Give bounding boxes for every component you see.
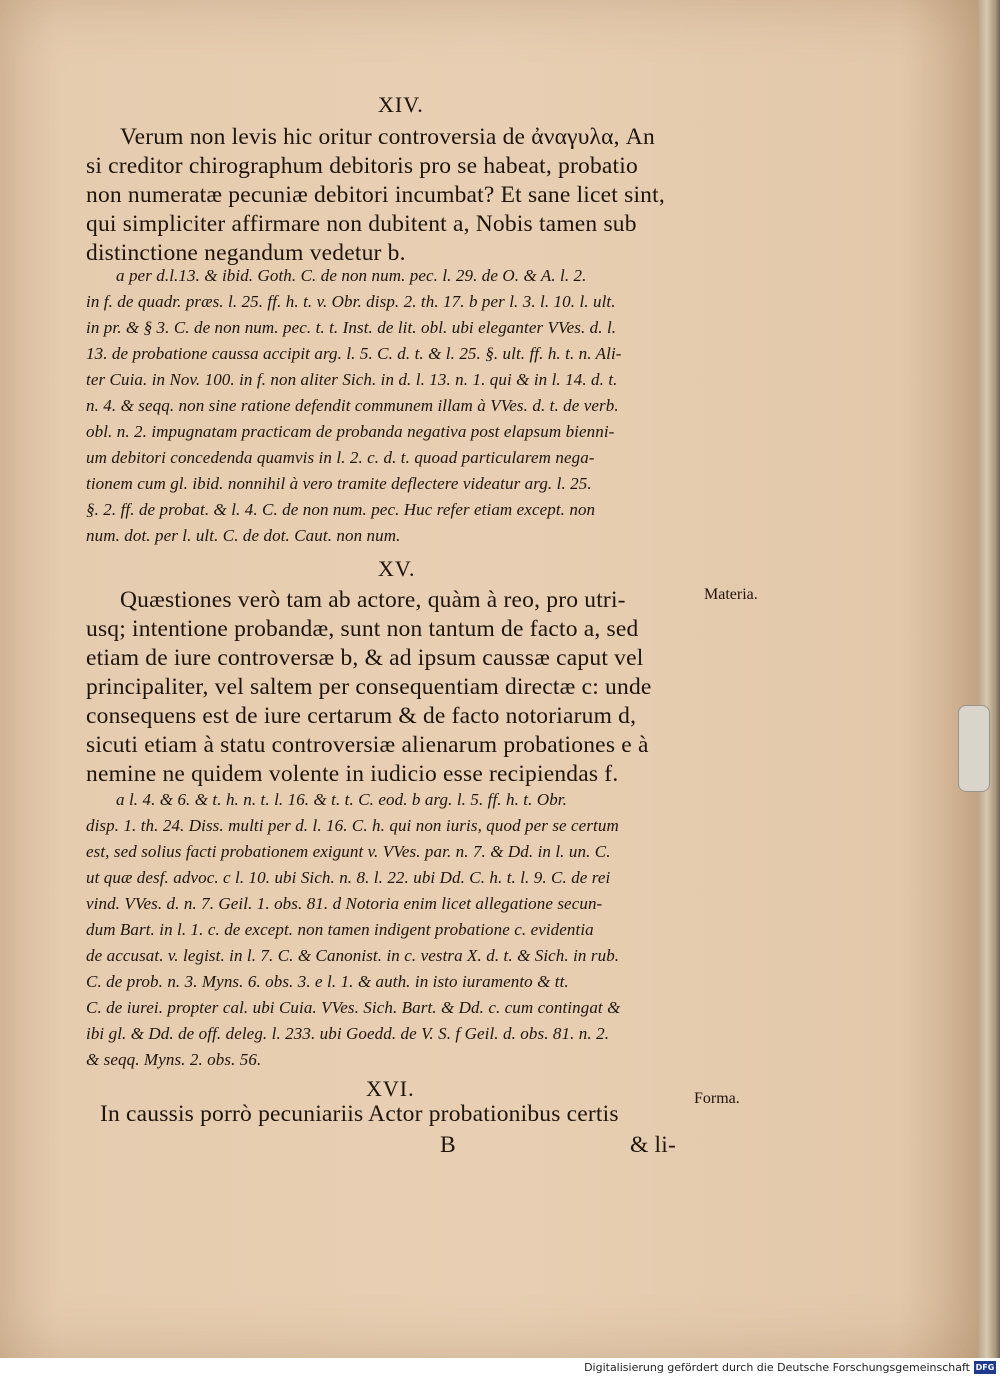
footnote-line: §. 2. ff. de probat. & l. 4. C. de non num. pec. Huc refer etiam except. non <box>86 500 596 519</box>
footnote-line: a per d.l.13. & ibid. Goth. C. de non num. pec. l. 29. de O. & A. l. 2. <box>116 266 587 285</box>
footnote-line: 13. de probatione caussa accipit arg. l. 5. C. d. t. & l. 25. §. ult. ff. h. t. n. Ali- <box>86 344 622 363</box>
footnote-line: um debitori concedenda quamvis in l. 2. c. d. t. quoad particularem nega- <box>86 448 595 467</box>
footnote-line: & seqq. Myns. 2. obs. 56. <box>86 1050 262 1069</box>
text-line: etiam de iure controversæ b, & ad ipsum caussæ caput vel <box>86 645 644 671</box>
text-line: usq; intentione probandæ, sunt non tantum de facto a, sed <box>86 616 639 642</box>
section-heading-xv: XV. <box>378 556 416 581</box>
dfg-logo: DFG <box>975 1363 995 1372</box>
footnote-line: vind. VVes. d. n. 7. Geil. 1. obs. 81. d Notoria enim licet allegatione secun- <box>86 894 603 913</box>
footnote-line: est, sed solius facti probationem exigunt v. VVes. par. n. 7. & Dd. in l. un. C. <box>86 842 611 861</box>
text-line: In caussis porrò pecuniariis Actor probationibus certis <box>100 1101 619 1127</box>
section-heading-xvi: XVI. <box>366 1076 415 1101</box>
text-line: principaliter, vel saltem per consequentiam directæ c: unde <box>86 674 652 700</box>
signature-mark: B <box>440 1132 456 1158</box>
footnote-line: de accusat. v. legist. in l. 7. C. & Canonist. in c. vestra X. d. t. & Sich. in rub. <box>86 946 620 965</box>
text-line: qui simpliciter affirmare non dubitent a, Nobis tamen sub <box>86 211 637 237</box>
page-edge <box>978 0 1000 1358</box>
footnote-line: obl. n. 2. impugnatam practicam de probanda negativa post elapsum bienni- <box>86 422 615 441</box>
footnote-line: disp. 1. th. 24. Diss. multi per d. l. 16. C. h. qui non iuris, quod per se certum <box>86 816 619 835</box>
text-line: sicuti etiam à statu controversiæ alienarum probationes e à <box>86 732 649 758</box>
catchword: & li- <box>630 1132 677 1158</box>
text-line: si creditor chirographum debitoris pro se habeat, probatio <box>86 153 638 179</box>
footnote-line: ut quæ desf. advoc. c l. 10. ubi Sich. n. 8. l. 22. ubi Dd. C. h. t. l. 9. C. de rei <box>86 868 611 887</box>
text-line: distinctione negandum vedetur b. <box>86 240 406 266</box>
section-heading-xiv: XIV. <box>378 92 424 117</box>
footnote-line: a l. 4. & 6. & t. h. n. t. l. 16. & t. t. C. eod. b arg. l. 5. ff. h. t. Obr. <box>116 790 567 809</box>
footnote-line: ter Cuia. in Nov. 100. in f. non aliter Sich. in d. l. 13. n. 1. qui & in l. 14. d. t. <box>86 370 618 389</box>
margin-note-materia: Materia. <box>704 586 758 603</box>
margin-note-forma: Forma. <box>694 1090 740 1107</box>
footnote-line: tionem cum gl. ibid. nonnihil à vero tramite deflectere videatur arg. l. 25. <box>86 474 592 493</box>
binding-tab <box>958 705 990 792</box>
footnote-line: in pr. & § 3. C. de non num. pec. t. t. Inst. de lit. obl. ubi eleganter VVes. d. l. <box>86 318 617 337</box>
footnote-line: num. dot. per l. ult. C. de dot. Caut. non num. <box>86 526 401 545</box>
text-line: Verum non levis hic oritur controversia de ἀναγυλα, An <box>120 124 655 150</box>
footnote-line: C. de prob. n. 3. Myns. 6. obs. 3. e l. 1. & auth. in isto iuramento & tt. <box>86 972 569 991</box>
footnote-line: dum Bart. in l. 1. c. de except. non tamen indigent probatione c. evidentia <box>86 920 594 939</box>
text-line: consequens est de iure certarum & de facto notoriarum d, <box>86 703 637 729</box>
text-line: non numeratæ pecuniæ debitori incumbat? Et sane licet sint, <box>86 182 665 208</box>
footnote-line: C. de iurei. propter cal. ubi Cuia. VVes. Sich. Bart. & Dd. c. cum contingat & <box>86 998 621 1017</box>
text-line: Quæstiones verò tam ab actore, quàm à reo, pro utri- <box>120 587 626 613</box>
footnote-line: n. 4. & seqq. non sine ratione defendit communem illam à VVes. d. t. de verb. <box>86 396 619 415</box>
text-line: nemine ne quidem volente in iudicio esse recipiendas f. <box>86 761 619 787</box>
footer-bar <box>0 1358 1000 1378</box>
footer-credit: Digitalisierung gefördert durch die Deutsche Forschungsgemeinschaft <box>584 1361 970 1374</box>
footnote-line: in f. de quadr. præs. l. 25. ff. h. t. v. Obr. disp. 2. th. 17. b per l. 3. l. 10. l. ult. <box>86 292 616 311</box>
footnote-line: ibi gl. & Dd. de off. deleg. l. 233. ubi Goedd. de V. S. f Geil. d. obs. 81. n. 2. <box>86 1024 610 1043</box>
